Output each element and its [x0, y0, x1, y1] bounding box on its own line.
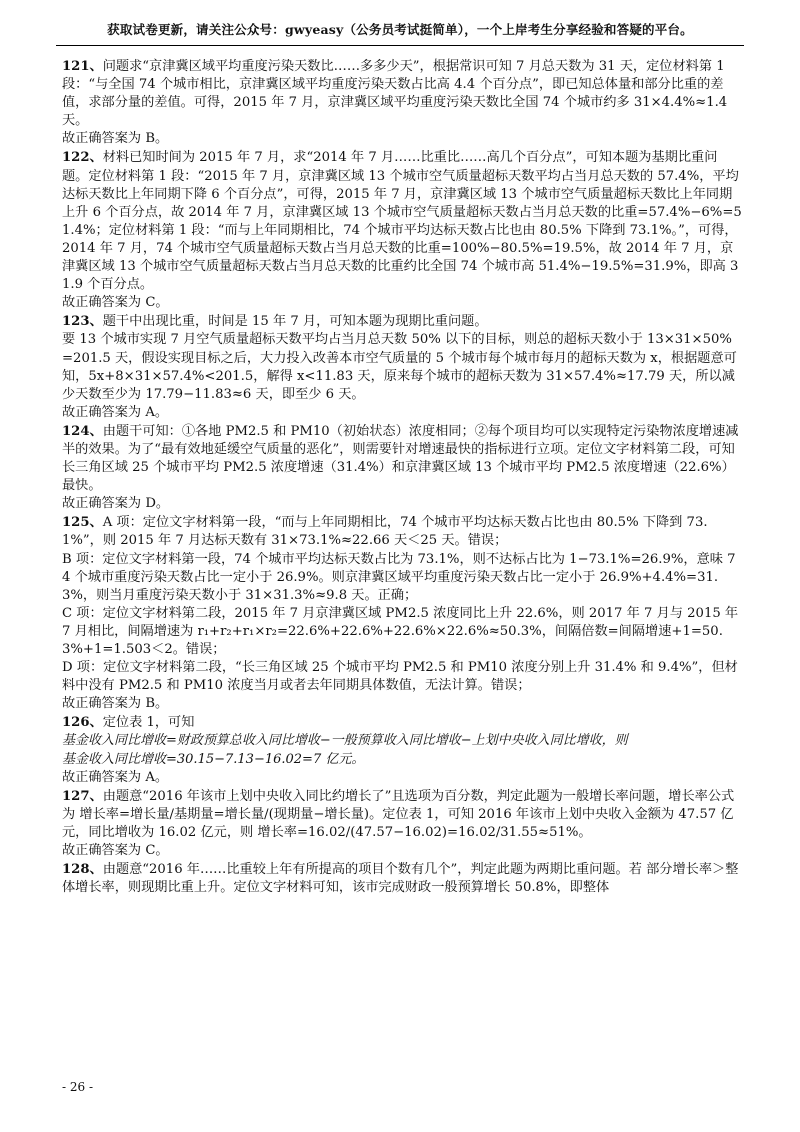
paragraph-text: 由题干可知：①各地 PM2.5 和 PM10（初始状态）浓度相同；②每个项目均可以实现特定污染物浓度增速减半的效果。为了“最有效地延缓空气质量的恶化”，则需要针对增速最快的指标进行立项。定位文字材料第二段，可知长三角区域 25 个城市平均 PM2.5 浓度增速（31.4%）和京津冀区域 13 个城市平均 PM2.5 浓度增速（22.6%）最快。 [62, 423, 739, 494]
question-number: 126、 [62, 715, 103, 731]
answer-line [62, 404, 742, 422]
explanation-paragraph [62, 58, 742, 130]
explanation-paragraph [62, 331, 742, 403]
paragraph-text: 题干中出现比重，时间是 15 年 7 月，可知本题为现期比重问题。 [102, 314, 488, 330]
paragraph-text: 基金收入同比增收=财政预算总收入同比增收−一般预算收入同比增收−上划中央收入同比增收，则 [62, 733, 628, 749]
explanation-paragraph [62, 423, 742, 495]
paragraph-text: 材料已知时间为 2015 年 7 月，求“2014 年 7 月……比重比……高几个百分点”，可知本题为基期比重问题。定位材料第 1 段：“2015 年 7 月，京津冀区域 13 个城市空气质量超标天数平均占当月总天数的 57.4%，平均达标天数比上年同期下降 6 个百分点”，可得，2015 年 7 月，京津冀区域 13 个城市空气质量超标天数比上年同期上升 6 个百分点，故 2014 年 7 月，京津冀区域 13 个城市空气质量超标天数占当月总天数的比重=57.4%−6%=51.4%；定位材料第 1 段：“而与上年同期相比，74 个城市平均达标天数占比也由 80.5% 下降到 73.1%。”，可得，2014 年 7 月，74 个城市空气质量超标天数占当月总天数的比重=100%−80.5%=19.5%，故 2014 年 7 月，京津冀区域 13 个城市空气质量超标天数占当月总天数的比重约比全国 74 个城市高 51.4%−19.5%=31.9%，即高 31.9 个百分点。 [62, 150, 742, 293]
paragraph-text: 故正确答案为 A。 [62, 769, 169, 785]
paragraph-text: 由题意“2016 年该市上划中央收入同比约增长了”且选项为百分数，判定此题为一般增长率问题，增长率公式为 增长率=增长量/基期量=增长量/(现期量−增长量)。定位表 1，可知 2016 年该市上划中央收入金额为 47.57 亿元，同比增收为 16.02 亿元，则 增长率=16.02/(47.57−16.02)=16.02/31.55≈51%。 [62, 788, 735, 840]
question-number: 128、 [62, 862, 103, 878]
paragraph-text: C 项：定位文字材料第二段，2015 年 7 月京津冀区域 PM2.5 浓度同比上升 22.6%，则 2017 年 7 月与 2015 年 7 月相比，间隔增速为 r₁+r₂+r₁×r₂=22.6%+22.6%+22.6%×22.6%≈50.3%，间隔倍数=间隔增速+1=50.3%+1=1.503＜2。错误； [62, 605, 739, 657]
paragraph-text: 定位表 1，可知 [102, 715, 195, 731]
paragraph-text: 故正确答案为 B。 [62, 696, 169, 712]
explanation-paragraph [62, 788, 742, 842]
explanation-paragraph [62, 313, 742, 331]
paragraph-text: A 项：定位文字材料第一段，“而与上年同期相比，74 个城市平均达标天数占比也由 80.5% 下降到 73.1%”，则 2015 年 7 月达标天数有 31×73.1%≈22.66 天＜25 天。错误； [62, 515, 708, 549]
paragraph-text: 故正确答案为 B。 [62, 131, 169, 147]
answer-line [62, 695, 742, 713]
answer-line [62, 769, 742, 787]
answer-line [62, 130, 742, 148]
explanation-paragraph [62, 659, 742, 695]
paragraph-text: 故正确答案为 D。 [62, 496, 170, 512]
paragraph-text: 要 13 个城市实现 7 月空气质量超标天数平均占当月总天数 50% 以下的目标，则总的超标天数小于 13×31×50%=201.5 天，假设实现目标之后，大力投入改善本市空气质量的 5 个城市每个城市每月的超标天数为 x，根据题意可知，5x+8×31×57.4%<201.5，解得 x<11.83 天，原来每个城市的超标天数为 31×57.4%≈17.79 天，所以减少天数至少为 17.79−11.83≈6 天，即至少 6 天。 [62, 332, 737, 402]
paragraph-text: 故正确答案为 C。 [62, 843, 169, 859]
question-number: 127、 [62, 788, 103, 804]
formula-line [62, 751, 742, 769]
question-number: 123、 [62, 314, 103, 330]
paragraph-text: B 项：定位文字材料第一段，74 个城市平均达标天数占比为 73.1%，则不达标占比为 1−73.1%=26.9%，意味 74 个城市重度污染天数占比一定小于 26.9%。则京津冀区域平均重度污染天数占比一定小于 26.9%+4.4%=31.3%，则当月重度污染天数小于 31×31.3%≈9.8 天。正确； [62, 551, 736, 603]
question-number: 125、 [62, 515, 103, 531]
paragraph-text: 问题求“京津冀区域平均重度污染天数比……多多少天”，根据常识可知 7 月总天数为 31 天，定位材料第 1 段：“与全国 74 个城市相比，京津冀区域平均重度污染天数占比高 4.4 个百分点”，即已知总体量和部分比重的差值，求部分量的差值。可得，2015 年 7 月，京津冀区域平均重度污染天数比全国 74 个城市约多 31×4.4%≈1.4 天。 [62, 59, 728, 129]
explanation-paragraph [62, 714, 742, 732]
paragraph-text: 故正确答案为 A。 [62, 404, 169, 420]
question-number: 124、 [62, 423, 103, 439]
paragraph-text: 由题意“2016 年……比重较上年有所提高的项目个数有几个”，判定此题为两期比重问题。若 部分增长率＞整体增长率，则现期比重上升。定位文字材料可知，该市完成财政一般预算增长 50.8%，即整体 [62, 862, 739, 896]
explanation-paragraph [62, 514, 742, 550]
answer-line [62, 294, 742, 312]
paragraph-text: D 项：定位文字材料第二段，“长三角区域 25 个城市平均 PM2.5 和 PM10 浓度分别上升 31.4% 和 9.4%”，但材料中没有 PM2.5 和 PM10 浓度当月或者去年同期具体数值，无法计算。错误； [62, 660, 738, 694]
question-number: 122、 [62, 150, 103, 166]
header-divider [56, 45, 744, 46]
explanation-paragraph [62, 605, 742, 659]
explanation-paragraph [62, 149, 742, 294]
formula-line [62, 732, 742, 750]
page-header: 获取试卷更新，请关注公众号：gwyeasy（公务员考试挺简单），一个上岸考生分享经验和答疑的平台。 [107, 22, 693, 37]
explanation-paragraph [62, 861, 742, 897]
paragraph-text: 故正确答案为 C。 [62, 295, 169, 311]
page-number: - 26 - [62, 1080, 94, 1094]
answer-line [62, 495, 742, 513]
paragraph-text: 基金收入同比增收=30.15−7.13−16.02=7 亿元。 [62, 751, 365, 767]
question-number: 121、 [62, 59, 103, 74]
answer-explanations [62, 58, 742, 897]
answer-line [62, 842, 742, 860]
explanation-paragraph [62, 551, 742, 605]
